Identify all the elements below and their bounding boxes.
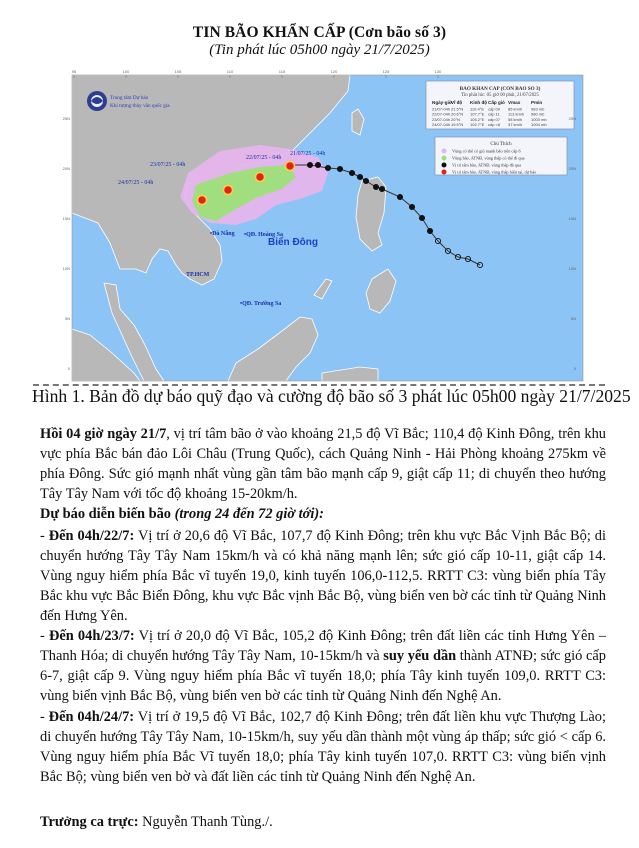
legend-title: Chú Thích: [490, 142, 512, 147]
legend-danger-swatch: [442, 156, 447, 161]
longitude-tick-label: 115: [278, 69, 286, 74]
past-track-point: [315, 162, 320, 167]
current-position-text: , vị trí tâm bão ở vào khoảng 21,5 độ Vĩ Bắc; 110,4 độ Kinh Đông, trên khu vực phía Bắc bán đảo Lôi Châu (Trung Quốc), cách Quảng Ninh - Hải Phòng khoảng 275km về phía Đông. Sức gió mạnh nhất vùng gần tâm bão mạnh cấp 9, giật cấp 11; di chuyển theo hướng Tây Tây Nam với tốc độ khoảng 15-20km/h.: [40, 426, 606, 502]
info-box-cell: 22/07-04h: [432, 111, 451, 117]
past-track-point: [409, 204, 414, 209]
info-box-cell: 980 mb: [531, 111, 545, 117]
info-box-cell: 21.5°N: [451, 106, 464, 112]
longitude-tick-label: 110: [226, 69, 234, 74]
forecast-emphasis-23-07: suy yếu dần: [383, 648, 457, 664]
forecast-text-24-07: Vị trí ở 19,5 độ Vĩ Bắc, 102,7 độ Kinh Đông; trên đất liền khu vực Thượng Lào; di chuyển hướng Tây Tây Nam, 10-15km/h, suy yếu dần thành một vùng áp thấp; sức gió < cấp 6. Vùng nguy hiểm phía Bắc Vĩ tuyến 18,0; phía Tây kinh tuyến 107,0. RRTT C3: vùng biển vịnh Bắc Bộ; vùng biển ven bờ và đất liền các tỉnh từ Quảng Ninh đến Nghệ An.: [40, 709, 607, 785]
info-box-cell: 110.4°E: [470, 106, 484, 112]
forecast-lead-23-07: Đến 04h/23/7:: [48, 628, 135, 644]
info-box-header-cell: Ngày-giờ: [432, 100, 453, 105]
info-box-cell: 58 km/h: [508, 116, 523, 122]
signature-name: Nguyễn Thanh Tùng./.: [138, 814, 273, 830]
bulletin-issue-time: (Tin phát lúc 05h00 ngày 21/7/2025): [209, 42, 430, 58]
longitude-tick-label: 130: [434, 69, 442, 74]
legend-current-swatch: [442, 170, 447, 175]
latitude-tick-label: 25N: [62, 116, 70, 121]
past-track-point: [419, 215, 424, 220]
forecast-lead-22-07: Đến 04h/22/7:: [48, 528, 135, 544]
info-box-issued: Tin phát lúc: 05 giờ 00 phút, 21/07/2025: [461, 93, 539, 98]
info-box-cell: 37 km/h: [508, 122, 523, 128]
forecast-text-23-07a: Vị trí ở 20,0 độ Vĩ Bắc, 105,2 độ Kinh Đông; trên đất liền các tỉnh Hưng Yên – Thanh Hóa; di chuyển hướng Tây Tây Nam, 10-15km/h và: [40, 628, 607, 664]
info-box-cell: 20°N: [451, 116, 460, 122]
track-label-22-07: 22/07/25 - 04h: [246, 155, 282, 161]
label-truong-sa: •QĐ. Trường Sa: [240, 301, 282, 307]
info-box-cell: 1003 mb: [531, 116, 547, 122]
past-track-point: [357, 174, 362, 179]
label-hoang-sa: •QĐ. Hoàng Sa: [244, 232, 283, 238]
forecast-text-23-07b: thành ATNĐ; sức gió cấp 6-7, giật cấp 9. Vùng nguy hiểm phía Bắc vĩ tuyến 18,0; phía Tây kinh tuyến 109,0. RRTT C3: vùng biển vịnh Bắc Bộ, vùng biển ven bờ các tỉnh từ Quảng Ninh đến Nghệ An.: [40, 648, 606, 704]
agency-name-line1: Trung tâm Dự báo: [110, 95, 149, 101]
latitude-tick-label: 15N: [568, 216, 576, 221]
legend-item-risk: Vùng có thể có gió mạnh bão trên cấp 6: [452, 148, 521, 154]
forecast-heading-note: (trong 24 đến 72 giờ tới):: [174, 506, 324, 522]
info-box-header-cell: Vmax: [508, 100, 521, 105]
longitude-tick-label: 105: [174, 69, 182, 74]
track-label-24-07: 24/07/25 - 04h: [118, 180, 154, 186]
label-da-nang: •Đà Nẵng: [210, 231, 235, 237]
legend-risk-swatch: [442, 149, 447, 154]
agency-name-line2: Khí tượng thủy văn quốc gia: [110, 103, 170, 109]
latitude-tick-label: 0: [573, 366, 576, 371]
bulletin-title: TIN BÃO KHẨN CẤP (Cơn bão số 3): [192, 24, 447, 41]
past-track-point: [307, 162, 312, 167]
info-box-cell: 105.2°E: [470, 116, 485, 122]
latitude-tick-label: 10N: [568, 266, 576, 271]
info-box-cell: cấp 09: [488, 106, 501, 112]
storm-track-map: [60, 69, 586, 383]
legend-past-swatch: [442, 163, 447, 168]
past-track-point: [337, 166, 342, 171]
info-box-cell: 1004 mb: [531, 122, 547, 128]
info-box-header-cell: Pmin: [531, 100, 543, 105]
past-track-point: [363, 178, 368, 183]
track-label-21-07: 21/07/25 - 04h: [290, 151, 326, 157]
latitude-tick-label: 0: [67, 366, 70, 371]
past-track-point: [325, 165, 330, 170]
past-track-point: [379, 186, 384, 191]
latitude-tick-label: 5N: [64, 316, 70, 321]
forecast-heading: [40, 504, 606, 524]
past-track-point: [373, 184, 378, 189]
info-box-header-cell: Cấp gió: [488, 100, 505, 105]
info-box-cell: 20.6°N: [451, 111, 464, 117]
label-bien-dong: Biển Đông: [268, 237, 318, 248]
forecast-item-24-07: - Đến 04h/24/7: Vị trí ở 19,5 độ Vĩ Bắc, 102,7 độ Kinh Đông; trên đất liền khu vực Thượng Lào; di chuyển hướng Tây Tây Nam, 10-15km/h, suy yếu dần thành một vùng áp thấp; sức gió < cấp 6. Vùng nguy hiểm phía Bắc Vĩ tuyến 18,0; phía Tây kinh tuyến 107,0. RRTT C3: vùng biển vịnh Bắc Bộ; vùng biển ven bờ và đất liền các tỉnh từ Quảng Ninh đến Nghệ An.: [40, 709, 607, 785]
longitude-tick-label: 120: [330, 69, 338, 74]
signature: [40, 814, 273, 831]
info-box-cell: 21/07-04h: [432, 106, 451, 112]
info-box-cell: 24/07-04h: [432, 122, 451, 128]
past-track-point: [349, 170, 354, 175]
current-position-marker: [286, 162, 295, 171]
current-position-paragraph: [40, 424, 606, 504]
legend-item-past: Vị trí tâm bão, ATNĐ, vùng thấp đã qua: [452, 162, 521, 168]
latitude-tick-label: 10N: [62, 266, 70, 271]
info-box-header-cell: Kinh độ: [470, 100, 488, 105]
figure-caption: Hình 1. Bản đồ dự báo quỹ đạo và cường độ bão số 3 phát lúc 05h00 ngày 21/7/2025: [32, 386, 631, 406]
latitude-tick-label: 20N: [62, 166, 70, 171]
info-box-cell: cấp <6: [488, 122, 501, 128]
signature-label: Trưởng ca trực:: [40, 814, 139, 830]
current-time-lead: Hồi 04 giờ ngày 21/7: [40, 426, 167, 442]
forecast-marker-22-07: [256, 173, 265, 182]
latitude-tick-label: 20N: [568, 166, 576, 171]
info-box-cell: 19.5°N: [451, 122, 464, 128]
forecast-marker-23-07: [224, 186, 233, 195]
legend-box: [435, 137, 567, 176]
info-box-cell: cấp 11: [488, 111, 500, 117]
latitude-tick-label: 15N: [62, 216, 70, 221]
forecast-lead-24-07: Đến 04h/24/7:: [48, 709, 135, 725]
info-box-title: BAO KHAN CAP (CON BAO SO 3): [459, 86, 541, 92]
longitude-tick-label: 100: [122, 69, 130, 74]
forecast-text-22-07: Vị trí ở 20,6 độ Vĩ Bắc, 107,7 độ Kinh Đông; trên khu vực Bắc Vịnh Bắc Bộ; di chuyển hướng Tây Tây Nam 15km/h và có khả năng mạnh lên; sức gió cấp 10-11, giật cấp 14. Vùng nguy hiểm phía Bắc vĩ tuyến 19,0, kinh tuyến 106,0-112,5. RRTT C3: vùng biển phía Tây Bắc khu vực Bắc Biển Đông, khu vực Bắc vịnh Bắc Bộ, vùng biển ven bờ các tỉnh từ Quảng Ninh đến Hưng Yên.: [40, 528, 607, 624]
info-box: [426, 81, 574, 129]
past-track-point: [427, 228, 432, 233]
info-box-cell: 107.7°E: [470, 111, 485, 117]
info-box-cell: 102.7°E: [470, 122, 485, 128]
latitude-tick-label: 25N: [568, 116, 576, 121]
forecast-heading-label: Dự báo diễn biến bão: [40, 506, 171, 522]
info-box-cell: cấp 07: [488, 116, 501, 122]
longitude-tick-label: 95: [71, 69, 77, 74]
longitude-tick-label: 125: [382, 69, 390, 74]
forecast-item-22-07: - Đến 04h/22/7: Vị trí ở 20,6 độ Vĩ Bắc, 107,7 độ Kinh Đông; trên khu vực Bắc Vịnh Bắc Bộ; di chuyển hướng Tây Tây Nam 15km/h và có khả năng mạnh lên; sức gió cấp 10-11, giật cấp 14. Vùng nguy hiểm phía Bắc vĩ tuyến 19,0, kinh tuyến 106,0-112,5. RRTT C3: vùng biển phía Tây Bắc khu vực Bắc Biển Đông, khu vực Bắc vịnh Bắc Bộ, vùng biển ven bờ các tỉnh từ Quảng Ninh đến Hưng Yên.: [40, 528, 607, 624]
info-box-cell: 983 mb: [531, 106, 545, 112]
info-box-cell: 85 km/h: [508, 106, 523, 112]
info-box-cell: 23/07-04h: [432, 116, 451, 122]
latitude-tick-label: 5N: [570, 316, 576, 321]
track-label-23-07: 23/07/25 - 04h: [150, 162, 186, 168]
legend-item-current: Vị trí tâm bão, ATNĐ, vùng thấp hiện tại, dự báo: [452, 169, 537, 175]
info-box-rows: [432, 107, 547, 128]
info-box-header-cell: Vĩ độ: [451, 100, 463, 105]
past-track-point: [397, 194, 402, 199]
forecast-item-23-07: - Đến 04h/23/7: Vị trí ở 20,0 độ Vĩ Bắc, 105,2 độ Kinh Đông; trên đất liền các tỉnh Hưng Yên – Thanh Hóa; di chuyển hướng Tây Tây Nam, 10-15km/h và suy yếu dần thành ATNĐ; sức gió cấp 6-7, giật cấp 9. Vùng nguy hiểm phía Bắc vĩ tuyến 18,0; phía Tây kinh tuyến 109,0. RRTT C3: vùng biển vịnh Bắc Bộ, vùng biển ven bờ các tỉnh từ Quảng Ninh đến Nghệ An.: [40, 628, 607, 704]
legend-item-danger: Vùng bão, ATNĐ, vùng thấp có thể đi qua: [452, 155, 525, 161]
label-hcm: TP.HCM: [186, 272, 210, 278]
info-box-cell: 113 km/h: [508, 111, 525, 117]
forecast-marker-24-07: [198, 196, 207, 205]
